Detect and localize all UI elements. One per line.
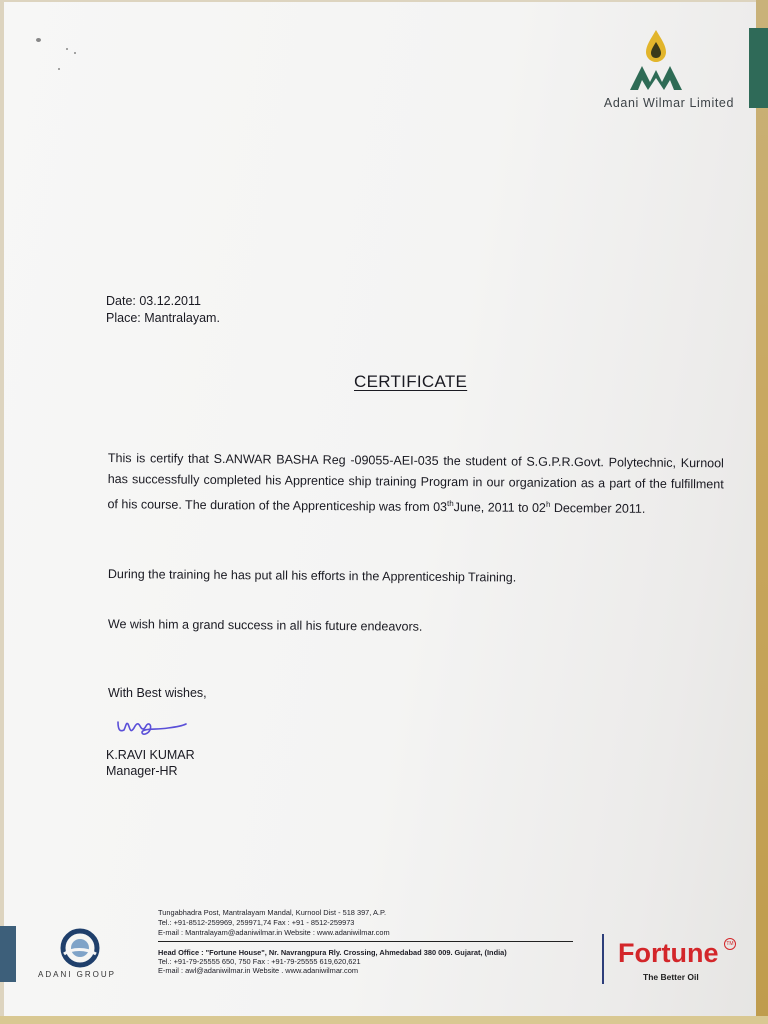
page-bottom-strip [0,1016,768,1024]
wishes-paragraph: We wish him a grand success in all his future endeavors. [107,616,423,634]
footer-divider [158,941,573,942]
adani-group-logo-icon [60,928,100,968]
page-edge-tab-left [0,926,16,982]
fortune-tagline: The Better Oil [643,972,699,982]
certificate-paragraph [107,448,724,521]
speck [58,68,60,70]
footer-head-office-phone: Tel.: +91-79-25555 650, 750 Fax : +91-79-25555 619,620,621 [158,957,361,966]
superscript: h [545,499,551,509]
letter-place: Place: Mantralayam. [106,311,220,325]
paragraph-text: This is certify that S.ANWAR BASHA Reg -09055-AEI-035 the student of S.G.P.R.Govt. Polytechnic, Kurnool has successfully completed his Apprentice ship training Program in our organization as a part of the fulfillment of his course. The duration of the Apprenticeship was from 03 [107,450,724,515]
speck [36,38,41,42]
letter-date: Date: 03.12.2011 [106,294,201,308]
paragraph-text: June, 2011 to 02 [453,500,546,515]
trademark-icon: TM [724,938,736,950]
head-office-address: "Fortune House", Nr. Navrangpura Rly. Crossing, Ahmedabad 380 009. Gujarat, (India) [203,948,507,957]
adani-group-name: ADANI GROUP [38,970,117,979]
closing-line: With Best wishes, [108,686,207,700]
certificate-title: CERTIFICATE [354,372,468,391]
signature-mark-icon [112,714,192,744]
footer-brand-divider [602,934,604,984]
fortune-brand: Fortune [618,938,719,968]
training-paragraph: During the training he has put all his efforts in the Apprenticeship Training. [107,566,517,585]
paragraph-text: December 2011. [550,501,646,516]
adani-wilmar-logo-icon [624,28,688,92]
footer-address: Tungabhadra Post, Mantralayam Mandal, Kurnool Dist - 518 397, A.P. [158,908,387,917]
speck [74,52,76,54]
superscript: th [447,498,454,509]
head-office-label: Head Office : [158,948,204,957]
page-edge-tab [749,28,768,108]
signer-name: K.RAVI KUMAR [106,748,195,762]
footer-email: E-mail : Mantralayam@adaniwilmar.in Website : www.adaniwilmar.com [158,928,390,937]
speck [66,48,68,50]
footer-head-office-email: E-mail : awl@adaniwilmar.in Website . www.adaniwilmar.com [158,966,358,975]
footer-phone: Tel.: +91-8512-259969, 259971,74 Fax : +91 - 8512-259973 [158,918,355,927]
paper-edge-shadow [756,0,768,1024]
company-name: Adani Wilmar Limited [603,96,734,110]
signer-title: Manager-HR [106,764,178,778]
